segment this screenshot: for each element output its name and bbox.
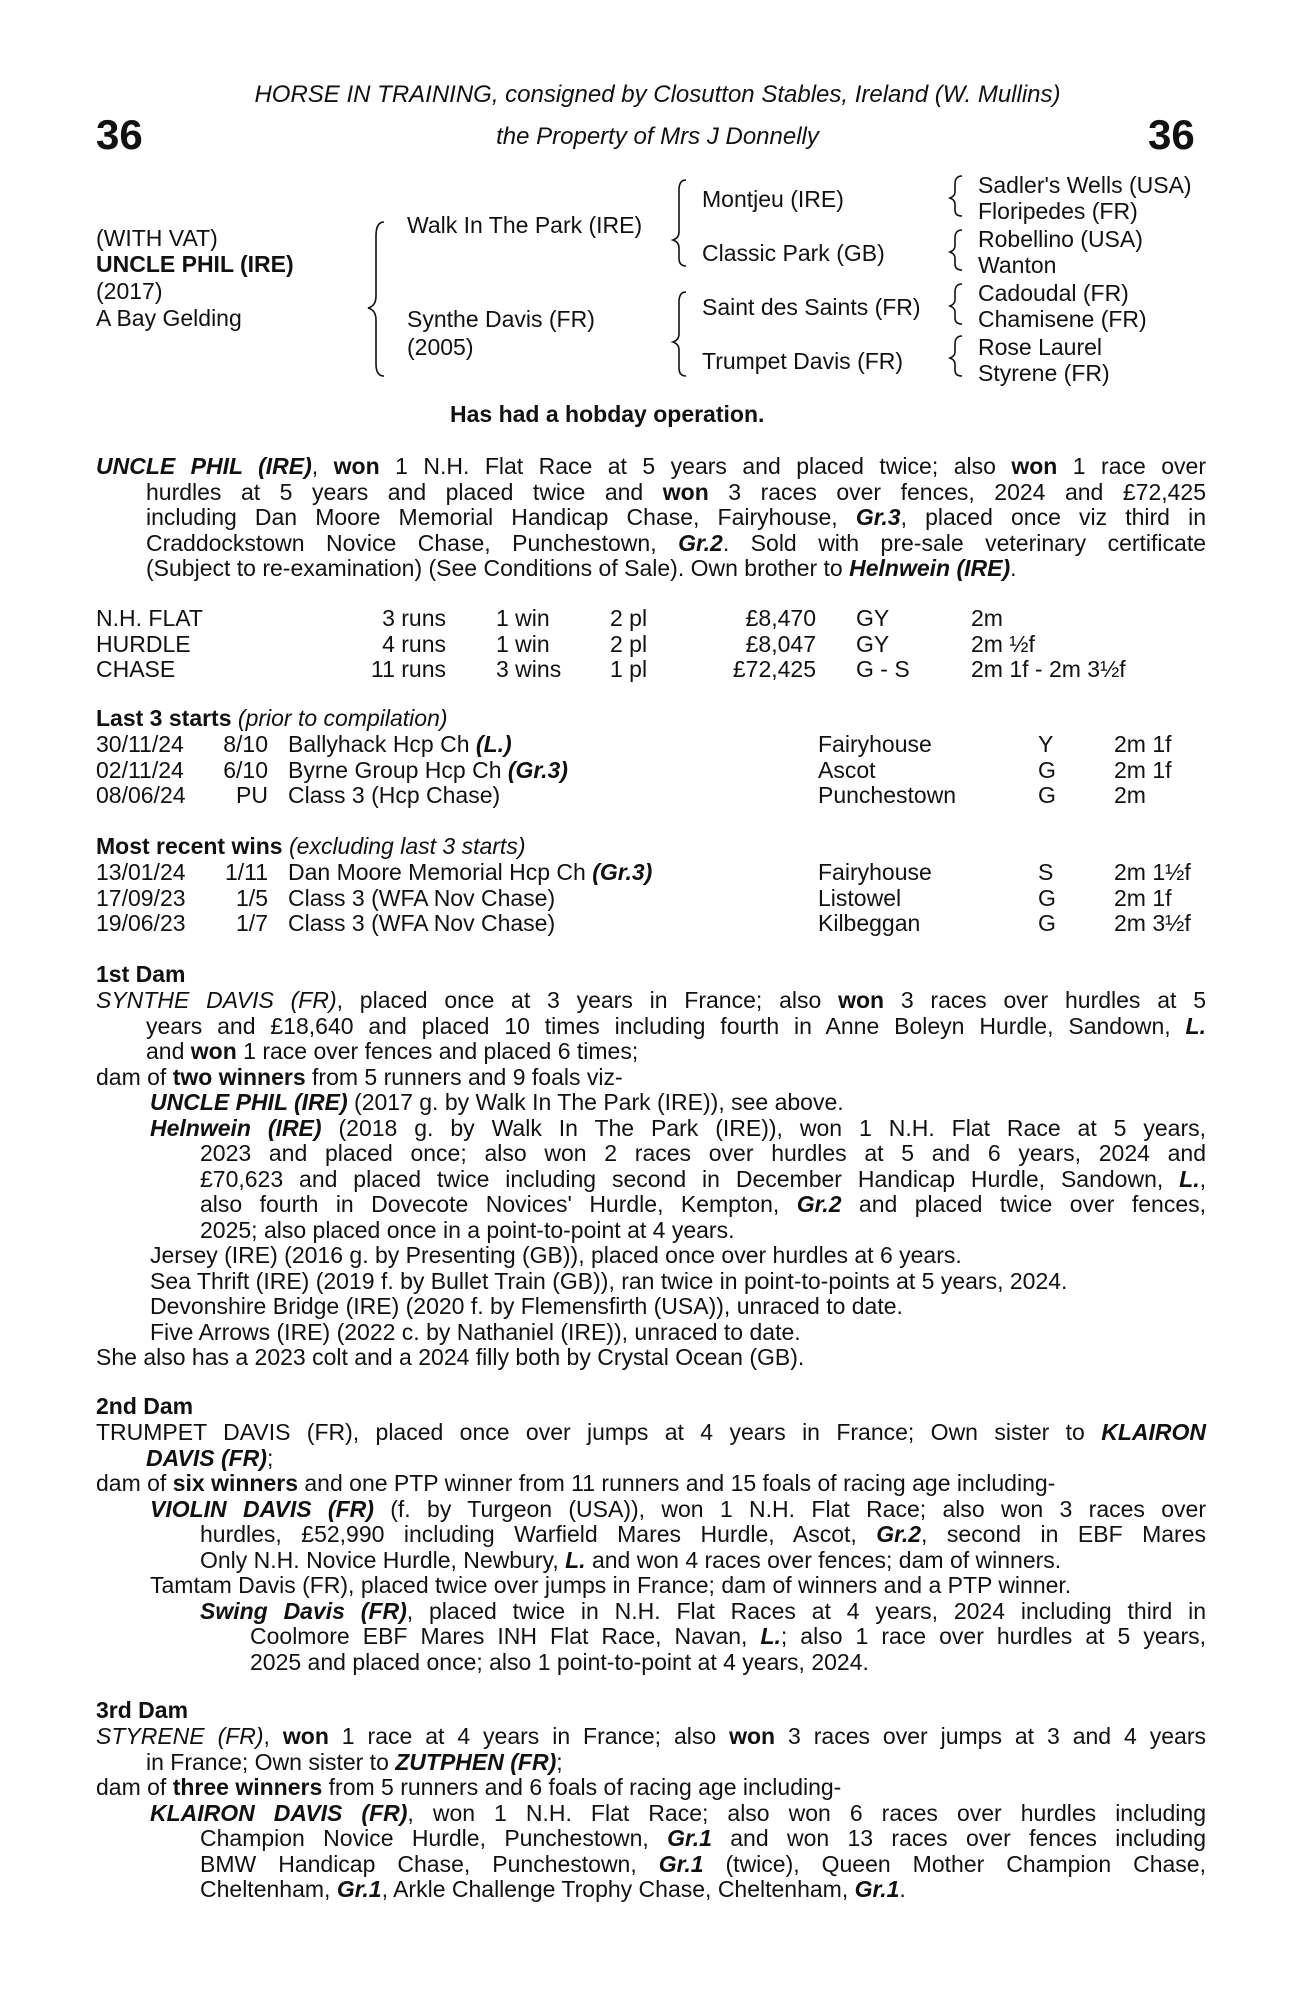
start-race: Byrne Group Hcp Ch bbox=[288, 757, 508, 783]
progeny-text: (f. by Turgeon (USA)), won 1 N.H. Flat Race; also won 3 races over bbox=[373, 1495, 1207, 1522]
dam1-text: from 5 runners and 9 foals viz- bbox=[305, 1063, 623, 1090]
last3-title: Last 3 starts bbox=[96, 705, 232, 731]
win-going: G bbox=[1038, 910, 1056, 936]
grade-label: L. bbox=[1179, 1165, 1200, 1192]
start-distance: 2m bbox=[1114, 782, 1146, 808]
dam1-text: years and £18,640 and placed 10 times including fourth in Anne Boleyn Hurdle, Sandown, bbox=[146, 1012, 1186, 1039]
progeny-text: hurdles, £52,990 including Warfield Mares Hurdle, Ascot, bbox=[200, 1521, 877, 1547]
summary-text: hurdles at 5 years and placed twice and bbox=[146, 478, 663, 505]
dam2-heading: 2nd Dam bbox=[96, 1393, 194, 1419]
pedigree-dam-sire: Saint des Saints (FR) bbox=[702, 294, 921, 320]
pedigree-dam-year: (2005) bbox=[407, 334, 474, 360]
dam1-text: 1 race over fences and placed 6 times; bbox=[236, 1038, 639, 1064]
dam1-text: She also has a 2023 colt and a 2024 filly both by Crystal Ocean (GB). bbox=[96, 1344, 805, 1370]
progeny-text: Devonshire Bridge (IRE) (2020 f. by Flemensfirth (USA)), unraced to date. bbox=[150, 1293, 903, 1319]
grade-label: L. bbox=[760, 1623, 781, 1649]
progeny-text: , second in EBF Mares bbox=[921, 1521, 1206, 1547]
summary-text: Craddockstown Novice Chase, Punchestown, bbox=[146, 529, 679, 556]
pedigree-ssd: Floripedes (FR) bbox=[978, 198, 1138, 224]
horse-year: (2017) bbox=[96, 278, 163, 304]
progeny-text: £70,623 and placed twice including second in December Handicap Hurdle, Sandown, bbox=[200, 1165, 1180, 1192]
dam3-text: , bbox=[263, 1723, 283, 1749]
win-course: Fairyhouse bbox=[818, 859, 932, 885]
progeny-text: , Arkle Challenge Trophy Chase, Cheltenham, bbox=[381, 1876, 855, 1902]
pedigree-sss: Sadler's Wells (USA) bbox=[978, 172, 1192, 198]
progeny-text: 2025 and placed once; also 1 point-to-point at 4 years, 2024. bbox=[250, 1648, 869, 1675]
win-date: 17/09/23 bbox=[96, 885, 186, 911]
start-race: Ballyhack Hcp Ch bbox=[288, 731, 476, 757]
dam1-text: , placed once at 3 years in France; also bbox=[336, 987, 839, 1013]
stats-wins: 1 win bbox=[496, 631, 550, 657]
stats-runs: 4 runs bbox=[382, 631, 446, 657]
start-course: Fairyhouse bbox=[818, 731, 932, 757]
progeny-text: and won 13 races over fences including bbox=[711, 1825, 1206, 1851]
header-line-1: HORSE IN TRAINING, consigned by Closutton Stables, Ireland (W. Mullins) bbox=[254, 81, 1061, 108]
win-course: Kilbeggan bbox=[818, 910, 921, 936]
dam1-text: and bbox=[146, 1038, 191, 1064]
dam3-text: 1 race at 4 years in France; also bbox=[328, 1723, 730, 1749]
progeny-name: KLAIRON DAVIS (FR) bbox=[150, 1799, 408, 1826]
summary-paragraph bbox=[96, 454, 1206, 582]
summary-text: , placed once viz third in bbox=[900, 504, 1206, 530]
won-label: won bbox=[838, 987, 885, 1013]
win-race: Class 3 (WFA Nov Chase) bbox=[288, 885, 556, 911]
pedigree-dsd: Chamisene (FR) bbox=[978, 306, 1147, 332]
stats-type: N.H. FLAT bbox=[96, 605, 203, 631]
win-distance: 2m 1½f bbox=[1114, 859, 1191, 885]
win-distance: 2m 1f bbox=[1114, 885, 1172, 911]
summary-text: (Subject to re-examination) (See Conditions of Sale). Own brother to bbox=[146, 555, 850, 581]
stats-placed: 2 pl bbox=[610, 605, 648, 631]
start-position: 6/10 bbox=[223, 757, 268, 783]
stats-type: HURDLE bbox=[96, 631, 191, 657]
win-race: Dan Moore Memorial Hcp Ch bbox=[288, 859, 593, 885]
progeny-text: also fourth in Dovecote Novices' Hurdle, Kempton, bbox=[200, 1191, 797, 1217]
stats-placed: 2 pl bbox=[610, 631, 648, 657]
start-distance: 2m 1f bbox=[1114, 731, 1172, 757]
recent-note: (excluding last 3 starts) bbox=[282, 833, 526, 859]
stats-going: GY bbox=[856, 605, 890, 631]
last3-heading bbox=[96, 706, 448, 732]
progeny-text: Sea Thrift (IRE) (2019 f. by Bullet Train (GB)), ran twice in point-to-points at 5 years, 2024. bbox=[150, 1267, 1068, 1294]
progeny-text: Jersey (IRE) (2016 g. by Presenting (GB)), placed once over hurdles at 6 years. bbox=[150, 1242, 962, 1268]
won-label: won bbox=[190, 1038, 237, 1064]
stats-money: £8,047 bbox=[745, 631, 816, 657]
horse-name: UNCLE PHIL (IRE) bbox=[96, 251, 294, 277]
progeny-text: (2017 g. by Walk In The Park (IRE)), see above. bbox=[347, 1089, 844, 1115]
stats-distance: 2m 1f - 2m 3½f bbox=[971, 656, 1126, 682]
dam3-text: 3 races over jumps at 3 and 4 years bbox=[775, 1723, 1207, 1749]
start-date: 08/06/24 bbox=[96, 782, 186, 808]
progeny-text: , won 1 N.H. Flat Race; also won 6 races over hurdles including bbox=[407, 1799, 1206, 1826]
grade-label: Gr.2 bbox=[876, 1521, 922, 1547]
stats-placed: 1 pl bbox=[610, 656, 648, 682]
won-label: won bbox=[662, 478, 709, 505]
dam3-text: from 5 runners and 6 foals of racing age including- bbox=[322, 1774, 842, 1800]
progeny-text: Cheltenham, bbox=[200, 1876, 337, 1902]
dam3-winners: three winners bbox=[172, 1774, 323, 1800]
dam2-winners: six winners bbox=[172, 1470, 298, 1496]
stats-runs: 3 runs bbox=[382, 605, 446, 631]
start-going: Y bbox=[1038, 731, 1054, 757]
win-course: Listowel bbox=[818, 885, 902, 911]
progeny-text: Coolmore EBF Mares INH Flat Race, Navan, bbox=[250, 1623, 761, 1649]
grade-label: L. bbox=[565, 1546, 586, 1573]
dam2-text: dam of bbox=[96, 1470, 173, 1496]
pedigree-sds: Robellino (USA) bbox=[978, 226, 1143, 252]
pedigree-sdd: Wanton bbox=[978, 252, 1057, 278]
progeny-text: Five Arrows (IRE) (2022 c. by Nathaniel (IRE)), unraced to date. bbox=[150, 1318, 801, 1345]
stats-distance: 2m bbox=[971, 605, 1003, 631]
stats-money: £72,425 bbox=[732, 656, 816, 682]
win-going: G bbox=[1038, 885, 1056, 911]
grade-label: L. bbox=[1185, 1012, 1206, 1039]
dam1-name: SYNTHE DAVIS (FR) bbox=[96, 987, 337, 1013]
stats-type: CHASE bbox=[96, 656, 176, 682]
dam3-paragraph bbox=[96, 1724, 1206, 1903]
summary-text: 1 N.H. Flat Race at 5 years and placed twice; also bbox=[379, 453, 1012, 479]
stats-going: G - S bbox=[856, 656, 910, 682]
pedigree-sire-dam: Classic Park (GB) bbox=[702, 240, 885, 266]
stats-distance: 2m ½f bbox=[971, 631, 1035, 657]
dam1-paragraph bbox=[96, 988, 1206, 1371]
stats-wins: 3 wins bbox=[496, 656, 562, 682]
dam2-text: and one PTP winner from 11 runners and 15 foals of racing age including- bbox=[298, 1470, 1056, 1496]
last3-note: (prior to compilation) bbox=[231, 705, 448, 731]
progeny-text: (2018 g. by Walk In The Park (IRE)), won 1 N.H. Flat Race at 5 years, bbox=[321, 1114, 1206, 1141]
horse-description: A Bay Gelding bbox=[96, 305, 242, 331]
win-race: Class 3 (WFA Nov Chase) bbox=[288, 910, 556, 936]
start-position: 8/10 bbox=[223, 731, 268, 757]
progeny-text: . bbox=[899, 1876, 906, 1902]
hobday-note: Has had a hobday operation. bbox=[450, 401, 765, 427]
pedigree-dds: Rose Laurel bbox=[978, 334, 1103, 360]
grade-label: Gr.3 bbox=[855, 504, 901, 530]
start-distance: 2m 1f bbox=[1114, 757, 1172, 783]
summary-text: , bbox=[311, 453, 334, 479]
grade-label: Gr.1 bbox=[336, 1876, 382, 1902]
dam1-text: 3 races over hurdles at 5 bbox=[884, 987, 1206, 1013]
win-date: 19/06/23 bbox=[96, 910, 186, 936]
start-position: PU bbox=[236, 782, 268, 808]
summary-text: including Dan Moore Memorial Handicap Chase, Fairyhouse, bbox=[146, 504, 856, 530]
sister-name: KLAIRON bbox=[1101, 1419, 1206, 1445]
summary-horse-name: UNCLE PHIL (IRE) bbox=[96, 453, 312, 479]
summary-text: 3 races over fences, 2024 and £72,425 bbox=[708, 478, 1207, 505]
sister-name: DAVIS (FR) bbox=[146, 1444, 267, 1471]
progeny-text: and placed twice over fences, bbox=[841, 1191, 1206, 1217]
progeny-text: , bbox=[1199, 1165, 1206, 1192]
dam3-name: STYRENE (FR) bbox=[96, 1723, 264, 1749]
dam2-paragraph bbox=[96, 1420, 1206, 1675]
win-position: 1/5 bbox=[236, 885, 268, 911]
pedigree-sire-sire: Montjeu (IRE) bbox=[702, 186, 844, 212]
pedigree-sire: Walk In The Park (IRE) bbox=[407, 212, 643, 238]
dam1-heading: 1st Dam bbox=[96, 961, 186, 987]
summary-text: . bbox=[1010, 555, 1017, 581]
progeny-text: ; also 1 race over hurdles at 5 years, bbox=[780, 1623, 1206, 1649]
dam1-text: dam of bbox=[96, 1063, 173, 1090]
grade-label: Gr.2 bbox=[678, 529, 723, 556]
progeny-text: (twice), Queen Mother Champion Chase, bbox=[703, 1850, 1206, 1877]
win-distance: 2m 3½f bbox=[1114, 910, 1191, 936]
progeny-text: Tamtam Davis (FR), placed twice over jumps in France; dam of winners and a PTP winner. bbox=[150, 1572, 1072, 1598]
recent-title: Most recent wins bbox=[96, 833, 283, 859]
brother-name: Helnwein (IRE) bbox=[849, 555, 1011, 581]
stats-runs: 11 runs bbox=[370, 656, 446, 682]
grade-label: Gr.1 bbox=[667, 1825, 712, 1851]
pedigree-ddd: Styrene (FR) bbox=[978, 360, 1110, 386]
progeny-name: VIOLIN DAVIS (FR) bbox=[150, 1495, 374, 1522]
stats-going: GY bbox=[856, 631, 890, 657]
progeny-name: Swing Davis (FR) bbox=[200, 1597, 407, 1624]
stats-money: £8,470 bbox=[745, 605, 816, 631]
dam3-text: in France; Own sister to bbox=[146, 1748, 396, 1775]
lot-number-left: 36 bbox=[96, 111, 143, 158]
start-race: Class 3 (Hcp Chase) bbox=[288, 782, 501, 808]
header-line-2: the Property of Mrs J Donnelly bbox=[496, 123, 819, 150]
start-grade: (L.) bbox=[475, 731, 512, 757]
pedigree-dss: Cadoudal (FR) bbox=[978, 280, 1129, 306]
grade-label: Gr.1 bbox=[854, 1876, 900, 1902]
recent-heading bbox=[96, 834, 525, 860]
start-going: G bbox=[1038, 782, 1056, 808]
start-course: Ascot bbox=[818, 757, 876, 783]
progeny-text: 2023 and placed once; also won 2 races over hurdles at 5 and 6 years, 2024 and bbox=[200, 1140, 1206, 1166]
dam3-text: ; bbox=[556, 1748, 563, 1775]
dam2-text: TRUMPET DAVIS (FR), placed once over jumps at 4 years in France; Own sister to bbox=[96, 1419, 1102, 1445]
won-label: won bbox=[333, 453, 380, 479]
start-going: G bbox=[1038, 757, 1056, 783]
pedigree-dam-dam: Trumpet Davis (FR) bbox=[702, 348, 904, 374]
start-grade: (Gr.3) bbox=[507, 757, 568, 783]
won-label: won bbox=[282, 1723, 329, 1749]
lot-number-right: 36 bbox=[1148, 111, 1195, 158]
progeny-name: UNCLE PHIL (IRE) bbox=[150, 1089, 348, 1115]
start-date: 30/11/24 bbox=[96, 731, 184, 757]
win-position: 1/7 bbox=[236, 910, 268, 936]
won-label: won bbox=[1011, 453, 1058, 479]
progeny-name: Helnwein (IRE) bbox=[150, 1114, 322, 1141]
win-position: 1/11 bbox=[224, 859, 268, 885]
pedigree-dam: Synthe Davis (FR) bbox=[407, 306, 595, 332]
grade-label: Gr.2 bbox=[796, 1191, 842, 1217]
summary-text: 1 race over bbox=[1057, 453, 1207, 479]
progeny-text: 2025; also placed once in a point-to-point at 4 years. bbox=[200, 1216, 735, 1243]
win-date: 13/01/24 bbox=[96, 859, 186, 885]
summary-text: . Sold with pre-sale veterinary certificate bbox=[722, 529, 1206, 556]
dam3-heading: 3rd Dam bbox=[96, 1697, 189, 1723]
won-label: won bbox=[729, 1723, 776, 1749]
grade-label: Gr.1 bbox=[658, 1850, 704, 1877]
progeny-text: BMW Handicap Chase, Punchestown, bbox=[200, 1850, 659, 1877]
sister-name: ZUTPHEN (FR) bbox=[395, 1748, 557, 1775]
start-course: Punchestown bbox=[818, 782, 957, 808]
progeny-text: and won 4 races over fences; dam of winners. bbox=[585, 1546, 1062, 1573]
progeny-text: Only N.H. Novice Hurdle, Newbury, bbox=[200, 1546, 566, 1573]
win-grade: (Gr.3) bbox=[592, 859, 653, 885]
vat-label: (WITH VAT) bbox=[96, 225, 218, 251]
stats-wins: 1 win bbox=[496, 605, 550, 631]
start-date: 02/11/24 bbox=[96, 757, 184, 783]
progeny-text: Champion Novice Hurdle, Punchestown, bbox=[200, 1825, 668, 1851]
win-going: S bbox=[1038, 859, 1054, 885]
dam3-text: dam of bbox=[96, 1774, 173, 1800]
progeny-text: , placed twice in N.H. Flat Races at 4 years, 2024 including third in bbox=[406, 1597, 1207, 1624]
dam2-text: ; bbox=[266, 1444, 274, 1471]
dam1-winners: two winners bbox=[172, 1063, 306, 1090]
